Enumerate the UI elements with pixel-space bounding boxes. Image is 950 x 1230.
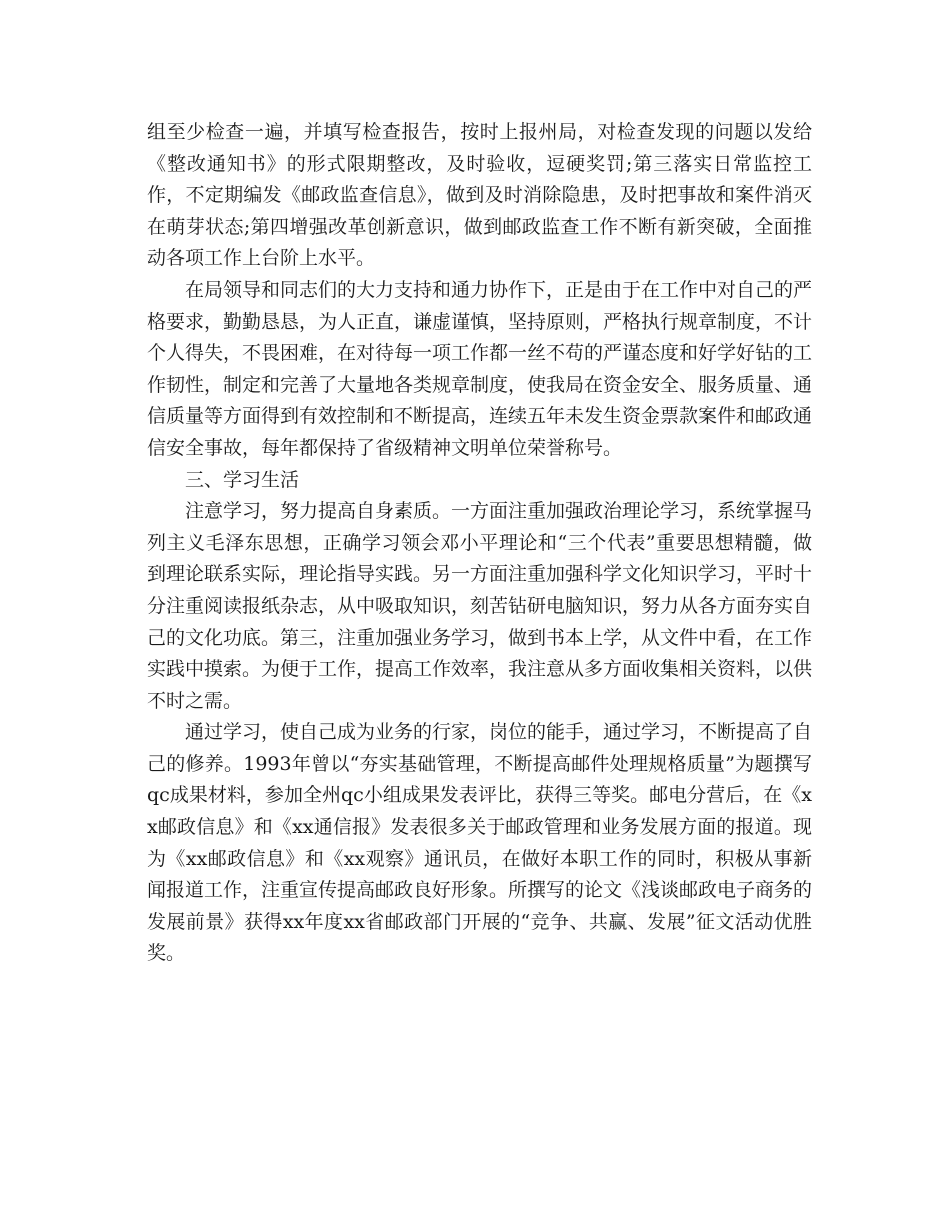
document-body [147,117,812,970]
paragraph-1: 组至少检查一遍，并填写检查报告，按时上报州局，对检查发现的问题以发给《整改通知书》的形式限期整改，及时验收，逗硬奖罚;第三落实日常监控工作，不定期编发《邮政监查信息》，做到及时消除隐患，及时把事故和案件消灭在萌芽状态;第四增强改革创新意识，做到邮政监查工作不断有新突破，全面推动各项工作上台阶上水平。 [147,121,812,270]
paragraph-4: 通过学习，使自己成为业务的行家，岗位的能手，通过学习，不断提高了自己的修养。1993年曾以“夯实基础管理，不断提高邮件处理规格质量”为题撰写qc成果材料，参加全州qc小组成果发表评比，获得三等奖。邮电分营后，在《xx邮政信息》和《xx通信报》发表很多关于邮政管理和业务发展方面的报道。现为《xx邮政信息》和《xx观察》通讯员，在做好本职工作的同时，积极从事新闻报道工作，注重宣传提高邮政良好形象。所撰写的论文《浅谈邮政电子商务的发展前景》获得xx年度xx省邮政部门开展的“竞争、共赢、发展”征文活动优胜奖。 [147,721,813,965]
section-heading-study-life: 三、学习生活 [185,468,300,491]
paragraph-2: 在局领导和同志们的大力支持和通力协作下，正是由于在工作中对自己的严格要求，勤勤恳恳，为人正直，谦虚谨慎，坚持原则，严格执行规章制度，不计个人得失，不畏困难，在对待每一项工作都一丝不苟的严谨态度和好学好钻的工作韧性，制定和完善了大量地各类规章制度，使我局在资金安全、服务质量、通信质量等方面得到有效控制和不断提高，连续五年未发生资金票款案件和邮政通信安全事故，每年都保持了省级精神文明单位荣誉称号。 [147,278,813,459]
paragraph-3: 注意学习，努力提高自身素质。一方面注重加强政治理论学习，系统掌握马列主义毛泽东思想，正确学习领会邓小平理论和“三个代表”重要思想精髓，做到理论联系实际，理论指导实践。另一方面注重加强科学文化知识学习，平时十分注重阅读报纸杂志，从中吸取知识，刻苦钻研电脑知识，努力从各方面夯实自己的文化功底。第三，注重加强业务学习，做到书本上学，从文件中看，在工作实践中摸索。为便于工作，提高工作效率，我注意从多方面收集相关资料，以供不时之需。 [147,500,813,712]
